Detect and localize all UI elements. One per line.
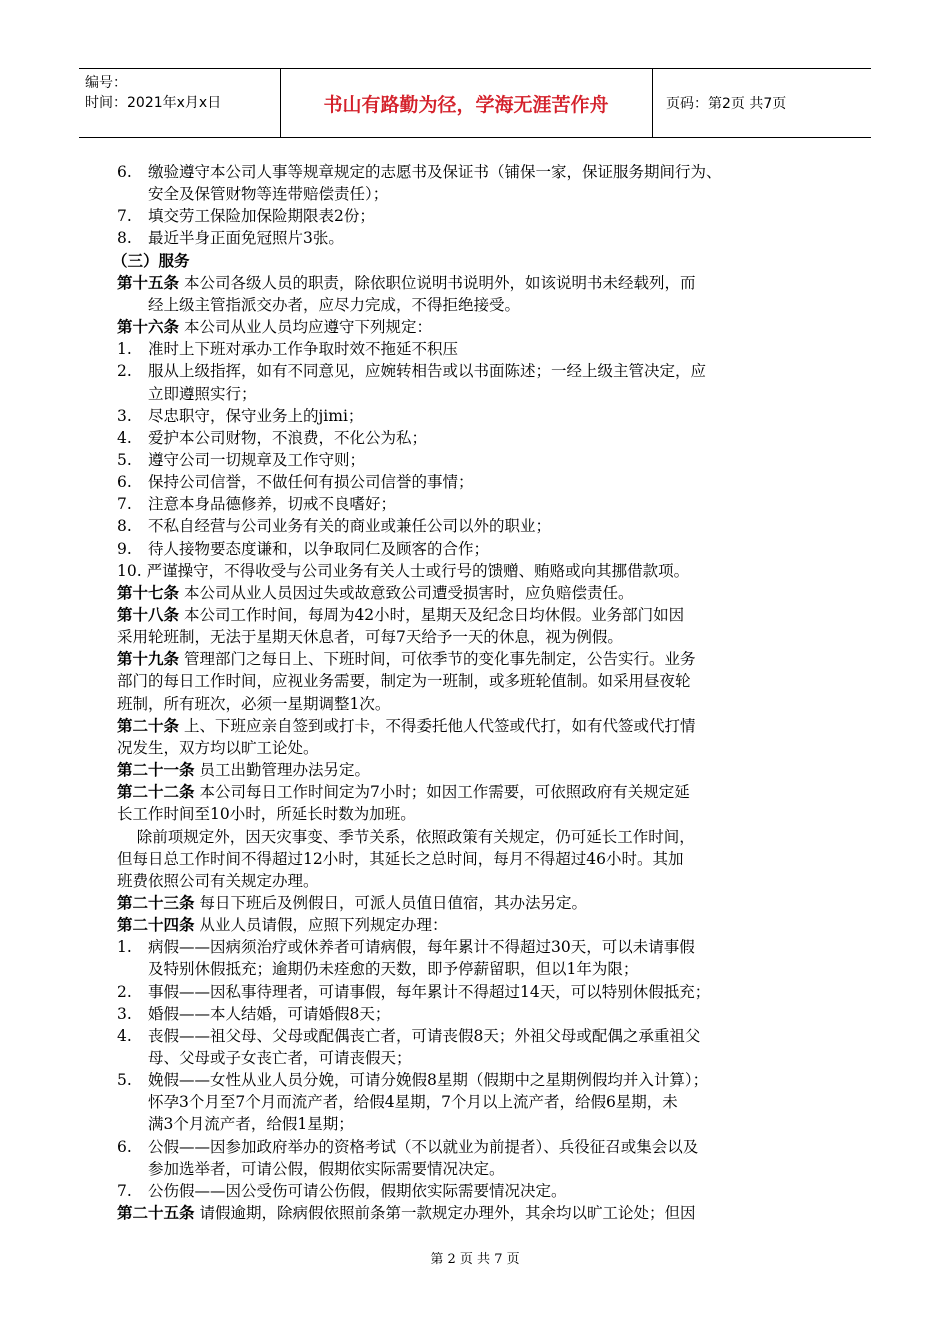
article-number: 第十七条: [117, 582, 180, 602]
text-line: [0, 1091, 950, 1113]
text-line: [0, 693, 950, 715]
line-text: 母、父母或子女丧亡者，可请丧假天；: [148, 1049, 412, 1067]
list-number: 8.: [117, 517, 132, 536]
text-line: [0, 958, 950, 980]
text-line: [0, 227, 950, 249]
article-number: 第二十四条: [117, 915, 195, 935]
text-line: [0, 205, 950, 227]
text-line: [0, 383, 950, 405]
line-text: 遵守公司一切规章及工作守则；: [148, 450, 366, 469]
text-line: [0, 914, 950, 936]
text-line: [0, 405, 950, 427]
article-text: 员工出勤管理办法另定。: [194, 761, 370, 780]
text-line: [0, 870, 950, 892]
article-number: 第十八条: [117, 605, 180, 624]
list-number: 2.: [117, 982, 132, 1001]
article-number: 第二十一条: [117, 760, 195, 780]
header-meta: [85, 73, 271, 113]
article-text: 本公司各级人员的职责，除依职位说明书说明外，如该说明书未经载列，而: [179, 273, 696, 292]
article-text: 从业人员请假，应照下列规定办理：: [194, 916, 448, 935]
text-line: [0, 538, 950, 560]
header-page-info: 页码：第2页 共7页: [666, 96, 787, 112]
line-text: 缴验遵守本公司人事等规章规定的志愿书及保证书（铺保一家，保证服务期间行为、: [148, 163, 722, 181]
article-text: 请假逾期，除病假依照前条第一款规定办理外，其余均以旷工论处；但因: [194, 1204, 696, 1223]
article-line: [117, 892, 587, 914]
text-line: [0, 471, 950, 493]
article-number: 第十六条: [117, 317, 180, 337]
text-line: [0, 250, 950, 272]
text-line: [0, 981, 950, 1003]
text-line: [0, 826, 950, 848]
article-line: [117, 914, 447, 936]
paragraph-text: 班制，所有班次，必须一星期调整1次。: [117, 694, 391, 713]
text-line: [0, 161, 950, 183]
article-text: 本公司工作时间，每周为42小时，星期天及纪念日均休假。业务部门如因: [179, 606, 685, 624]
list-number: 9.: [117, 539, 132, 558]
text-line: [0, 648, 950, 670]
text-line: [0, 1047, 950, 1069]
line-text: 服从上级指挥，如有不同意见，应婉转相告或以书面陈述；一经上级主管决定，应: [148, 362, 707, 381]
line-text: 注意本身品德修养，切戒不良嗜好；: [148, 495, 397, 514]
article-number: 第二十五条: [117, 1203, 195, 1223]
article-text: 本公司从业人员均应遵守下列规定：: [179, 318, 432, 337]
article-line: [117, 759, 370, 781]
text-line: [0, 803, 950, 825]
text-line: [0, 272, 950, 294]
line-text: 待人接物要态度谦和，以争取同仁及顾客的合作；: [148, 539, 490, 558]
article-line: [117, 781, 690, 803]
article-text: 本公司从业人员因过失或故意致公司遭受损害时，应负赔偿责任。: [179, 583, 634, 602]
text-line: [0, 626, 950, 648]
header-divider: [652, 69, 653, 137]
line-text: 爱护本公司财物，不浪费，不化公为私；: [148, 428, 428, 447]
header-motto: 书山有路勤为径，学海无涯苦作舟: [323, 93, 609, 116]
text-line: [0, 493, 950, 515]
line-text: 不私自经营与公司业务有关的商业或兼任公司以外的职业；: [148, 517, 552, 536]
paragraph-text: 但每日总工作时间不得超过12小时，其延长之总时间，每月不得超过46小时。其加: [117, 849, 684, 868]
text-line: [0, 670, 950, 692]
line-text: 公假——因参加政府举办的资格考试（不以就业为前提者）、兵役征召或集会以及: [148, 1137, 699, 1156]
text-line: [0, 759, 950, 781]
text-line: [0, 781, 950, 803]
article-text: 上、下班应亲自签到或打卡，不得委托他人代签或代打，如有代签或代打情: [179, 716, 696, 735]
text-line: [0, 1025, 950, 1047]
text-line: [0, 316, 950, 338]
line-text: 婚假——本人结婚，可请婚假8天；: [148, 1004, 391, 1023]
page-header: [79, 68, 871, 138]
article-line: [117, 316, 432, 338]
text-line: [0, 1202, 950, 1224]
list-number: 1.: [117, 938, 132, 957]
text-line: [0, 294, 950, 316]
article-number: 第十九条: [117, 649, 180, 669]
article-text: 本公司每日工作时间定为7小时；如因工作需要，可依照政府有关规定延: [194, 783, 690, 802]
list-number: 4.: [117, 428, 132, 447]
text-line: [0, 449, 950, 471]
article-line: [117, 272, 695, 294]
line-text: 满3个月流产者，给假1星期；: [148, 1115, 354, 1134]
text-line: [0, 427, 950, 449]
list-number: 3.: [117, 1004, 132, 1023]
article-line: [117, 582, 633, 604]
text-line: [0, 183, 950, 205]
paragraph-text: 部门的每日工作时间，应视业务需要，制定为一班制，或多班轮值制。如采用昼夜轮: [117, 672, 691, 691]
list-number: 3.: [117, 406, 132, 425]
text-line: [0, 892, 950, 914]
line-text: 丧假——祖父母、父母或配偶丧亡者，可请丧假8天；外祖父母或配偶之承重祖父: [148, 1026, 701, 1045]
article-line: [117, 648, 695, 670]
text-line: [0, 1180, 950, 1202]
list-number: 6.: [117, 473, 132, 492]
text-line: [0, 1113, 950, 1135]
page-footer: 第 2 页 共 7 页: [430, 1252, 520, 1267]
paragraph-text: 班费依照公司有关规定办理。: [117, 871, 319, 890]
list-number: 6.: [117, 1137, 132, 1156]
article-number: 第十五条: [117, 272, 180, 292]
line-text: 安全及保管财物等连带赔偿责任）；: [148, 185, 389, 204]
article-number: 第二十二条: [117, 782, 195, 802]
text-line: [0, 848, 950, 870]
text-line: [0, 515, 950, 537]
list-number: 5.: [117, 1071, 132, 1090]
text-line: [0, 936, 950, 958]
line-text: 参加选举者，可请公假，假期依实际需要情况决定。: [148, 1159, 505, 1178]
line-text: 尽忠职守，保守业务上的jimi；: [148, 406, 364, 425]
text-line: [0, 737, 950, 759]
paragraph-text: 采用轮班制，无法于星期天休息者，可每7天给予一天的休息，视为例假。: [117, 628, 623, 647]
text-line: [0, 582, 950, 604]
line-text: 经上级主管指派交办者，应尽力完成，不得拒绝接受。: [148, 295, 521, 314]
paragraph-text: 除前项规定外，因天灾事变、季节关系，依照政策有关规定，仍可延长工作时间，: [117, 827, 695, 846]
article-line: [117, 1202, 695, 1224]
list-number: 6.: [117, 163, 132, 181]
line-text: 立即遵照实行；: [148, 384, 257, 403]
line-text: 怀孕3个月至7个月而流产者，给假4星期，7个月以上流产者，给假6星期，未: [148, 1093, 678, 1112]
text-line: [0, 604, 950, 626]
line-text: 最近半身正面免冠照片3张。: [148, 229, 344, 248]
list-number: 7.: [117, 495, 132, 514]
text-line: [0, 360, 950, 382]
paragraph-text: 况发生，双方均以旷工论处。: [117, 738, 319, 757]
article-number: 第二十三条: [117, 892, 195, 912]
text-line: [0, 338, 950, 360]
paragraph-text: 10. 严谨操守，不得收受与公司业务有关人士或行号的馈赠、贿赂或向其挪借款项。: [117, 561, 690, 580]
document-number-label: 编号：: [85, 75, 127, 91]
article-text: 管理部门之每日上、下班时间，可依季节的变化事先制定，公告实行。业务: [179, 650, 696, 669]
list-number: 5.: [117, 450, 132, 469]
line-text: 准时上下班对承办工作争取时效不拖延不积压: [148, 340, 459, 359]
line-text: 及特别休假抵充；逾期仍未痊愈的天数，即予停薪留职，但以1年为限；: [148, 960, 639, 979]
line-text: 公伤假——因公受伤可请公伤假，假期依实际需要情况决定。: [148, 1181, 567, 1200]
text-line: [0, 1158, 950, 1180]
document-time-label: 时间：2021年x月x日: [85, 95, 222, 111]
article-number: 第二十条: [117, 715, 180, 735]
article-line: [117, 715, 695, 737]
list-number: 4.: [117, 1026, 132, 1045]
line-text: 娩假——女性从业人员分娩，可请分娩假8星期（假期中之星期例假均并入计算）；: [148, 1071, 709, 1090]
text-line: [0, 560, 950, 582]
list-number: 7.: [117, 207, 132, 226]
list-number: 8.: [117, 229, 132, 248]
paragraph-text: 长工作时间至10小时，所延长时数为加班。: [117, 805, 416, 824]
text-line: [0, 1003, 950, 1025]
line-text: 保持公司信誉，不做任何有损公司信誉的事情；: [148, 473, 474, 492]
text-line: [0, 1069, 950, 1091]
list-number: 7.: [117, 1181, 132, 1200]
section-heading: （三）服务: [112, 250, 190, 270]
text-line: [0, 1136, 950, 1158]
list-number: 1.: [117, 340, 132, 359]
text-line: [0, 715, 950, 737]
article-line: [117, 604, 684, 626]
article-text: 每日下班后及例假日，可派人员值日值宿，其办法另定。: [194, 893, 587, 912]
line-text: 事假——因私事待理者，可请事假，每年累计不得超过14天，可以特别休假抵充；: [148, 982, 711, 1001]
line-text: 病假——因病须治疗或休养者可请病假，每年累计不得超过30天，可以未请事假: [148, 938, 695, 957]
line-text: 填交劳工保险加保险期限表2份；: [148, 207, 375, 226]
list-number: 2.: [117, 362, 132, 381]
